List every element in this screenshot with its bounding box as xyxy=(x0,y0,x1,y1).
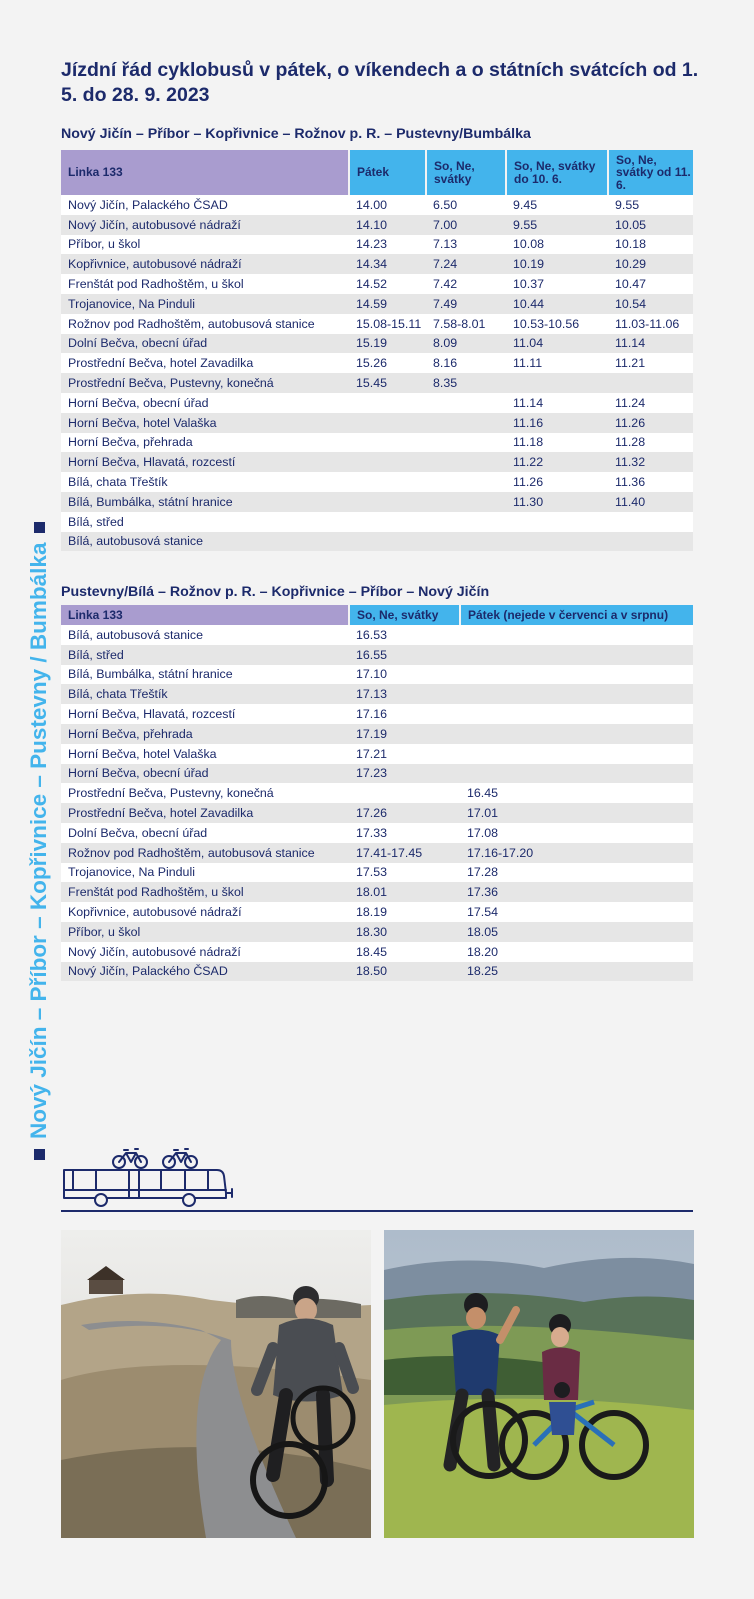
departure-time: 7.49 xyxy=(426,294,506,314)
departure-time xyxy=(426,472,506,492)
departure-time: 10.08 xyxy=(506,235,608,255)
departure-time xyxy=(349,492,426,512)
departure-time: 14.34 xyxy=(349,254,426,274)
departure-time xyxy=(426,413,506,433)
header-weekend: So, Ne, svátky xyxy=(349,605,460,625)
departure-time: 15.19 xyxy=(349,334,426,354)
departure-time xyxy=(349,783,460,803)
departure-time: 10.18 xyxy=(608,235,693,255)
departure-time: 17.23 xyxy=(349,764,460,784)
table-row xyxy=(61,665,693,685)
header-weekend-until: So, Ne, svátky do 10. 6. xyxy=(506,150,608,195)
departure-time xyxy=(460,704,693,724)
table-row xyxy=(61,803,693,823)
header-weekend-from: So, Ne, svátky od 11. 6. xyxy=(608,150,693,195)
stop-name: Rožnov pod Radhoštěm, autobusová stanice xyxy=(61,843,349,863)
departure-time: 16.45 xyxy=(460,783,693,803)
table-row xyxy=(61,704,693,724)
table-row xyxy=(61,512,693,532)
departure-time xyxy=(349,433,426,453)
departure-time: 18.01 xyxy=(349,882,460,902)
stop-name: Prostřední Bečva, hotel Zavadilka xyxy=(61,803,349,823)
stop-name: Bílá, chata Třeštík xyxy=(61,684,349,704)
side-route-label xyxy=(26,435,52,1160)
departure-time: 11.28 xyxy=(608,433,693,453)
departure-time xyxy=(349,472,426,492)
departure-time: 7.58-8.01 xyxy=(426,314,506,334)
stop-name: Horní Bečva, hotel Valaška xyxy=(61,744,349,764)
departure-time: 9.55 xyxy=(608,195,693,215)
departure-time: 11.30 xyxy=(506,492,608,512)
departure-time: 16.55 xyxy=(349,645,460,665)
table-row xyxy=(61,254,693,274)
table-row xyxy=(61,764,693,784)
stop-name: Horní Bečva, přehrada xyxy=(61,433,349,453)
departure-time: 17.54 xyxy=(460,902,693,922)
stop-name: Nový Jičín, autobusové nádraží xyxy=(61,942,349,962)
departure-time xyxy=(460,645,693,665)
departure-time xyxy=(460,665,693,685)
timetable-return xyxy=(61,605,693,981)
departure-time: 11.36 xyxy=(608,472,693,492)
departure-time: 15.26 xyxy=(349,353,426,373)
stop-name: Příbor, u škol xyxy=(61,922,349,942)
stop-name: Dolní Bečva, obecní úřad xyxy=(61,334,349,354)
departure-time: 10.19 xyxy=(506,254,608,274)
divider xyxy=(61,1210,693,1212)
photo-family-cyclists xyxy=(384,1230,694,1538)
departure-time: 11.14 xyxy=(608,334,693,354)
side-route-text: Nový Jičín – Příbor – Kopřivnice – Pustevny / Bumbálka xyxy=(26,542,51,1139)
departure-time: 17.01 xyxy=(460,803,693,823)
departure-time: 17.08 xyxy=(460,823,693,843)
stop-name: Horní Bečva, přehrada xyxy=(61,724,349,744)
departure-time: 17.26 xyxy=(349,803,460,823)
table-row xyxy=(61,334,693,354)
photo-cyclist-road xyxy=(61,1230,371,1538)
departure-time: 10.37 xyxy=(506,274,608,294)
table-row xyxy=(61,373,693,393)
table-header-row xyxy=(61,605,693,625)
stop-name: Horní Bečva, hotel Valaška xyxy=(61,413,349,433)
departure-time: 10.53-10.56 xyxy=(506,314,608,334)
table-row xyxy=(61,492,693,512)
table-row xyxy=(61,215,693,235)
departure-time: 11.40 xyxy=(608,492,693,512)
departure-time: 17.33 xyxy=(349,823,460,843)
departure-time xyxy=(426,492,506,512)
table-row xyxy=(61,274,693,294)
departure-time: 11.14 xyxy=(506,393,608,413)
table-row xyxy=(61,452,693,472)
departure-time: 16.53 xyxy=(349,625,460,645)
table-row xyxy=(61,645,693,665)
departure-time: 11.24 xyxy=(608,393,693,413)
departure-time: 11.03-11.06 xyxy=(608,314,693,334)
departure-time: 11.18 xyxy=(506,433,608,453)
stop-name: Prostřední Bečva, Pustevny, konečná xyxy=(61,783,349,803)
table-row xyxy=(61,393,693,413)
departure-time: 17.28 xyxy=(460,863,693,883)
stop-name: Příbor, u škol xyxy=(61,235,349,255)
departure-time: 18.50 xyxy=(349,962,460,982)
departure-time xyxy=(349,393,426,413)
table-row xyxy=(61,902,693,922)
departure-time: 18.25 xyxy=(460,962,693,982)
stop-name: Bílá, chata Třeštík xyxy=(61,472,349,492)
header-friday: Pátek xyxy=(349,150,426,195)
departure-time xyxy=(426,452,506,472)
table-header-row xyxy=(61,150,693,195)
departure-time xyxy=(426,532,506,552)
departure-time xyxy=(460,625,693,645)
bus-with-bikes-icon xyxy=(61,1145,241,1211)
table-row xyxy=(61,294,693,314)
stop-name: Horní Bečva, obecní úřad xyxy=(61,393,349,413)
square-bullet-icon xyxy=(34,1149,45,1160)
departure-time: 7.42 xyxy=(426,274,506,294)
stop-name: Kopřivnice, autobusové nádraží xyxy=(61,902,349,922)
departure-time: 17.36 xyxy=(460,882,693,902)
stop-name: Nový Jičín, autobusové nádraží xyxy=(61,215,349,235)
departure-time: 9.55 xyxy=(506,215,608,235)
departure-time xyxy=(349,512,426,532)
departure-time: 18.20 xyxy=(460,942,693,962)
departure-time: 11.11 xyxy=(506,353,608,373)
departure-time: 11.16 xyxy=(506,413,608,433)
stop-name: Bílá, Bumbálka, státní hranice xyxy=(61,492,349,512)
table-row xyxy=(61,532,693,552)
departure-time: 11.26 xyxy=(506,472,608,492)
departure-time: 8.35 xyxy=(426,373,506,393)
departure-time: 11.32 xyxy=(608,452,693,472)
departure-time: 10.29 xyxy=(608,254,693,274)
departure-time xyxy=(608,532,693,552)
stop-name: Horní Bečva, Hlavatá, rozcestí xyxy=(61,704,349,724)
departure-time: 15.45 xyxy=(349,373,426,393)
departure-time: 6.50 xyxy=(426,195,506,215)
timetable-outbound xyxy=(61,150,693,551)
page-title: Jízdní řád cyklobusů v pátek, o víkendech a o státních svátcích od 1. 5. do 28. 9. 2023 xyxy=(61,59,699,106)
header-line: Linka 133 xyxy=(61,150,349,195)
stop-name: Bílá, autobusová stanice xyxy=(61,625,349,645)
departure-time: 15.08-15.11 xyxy=(349,314,426,334)
table-row xyxy=(61,863,693,883)
departure-time: 8.09 xyxy=(426,334,506,354)
table-row xyxy=(61,625,693,645)
table-row xyxy=(61,882,693,902)
departure-time: 18.19 xyxy=(349,902,460,922)
departure-time xyxy=(506,373,608,393)
header-weekend: So, Ne, svátky xyxy=(426,150,506,195)
departure-time: 11.26 xyxy=(608,413,693,433)
departure-time xyxy=(349,452,426,472)
departure-time xyxy=(460,724,693,744)
table-row xyxy=(61,843,693,863)
departure-time: 18.45 xyxy=(349,942,460,962)
departure-time: 17.19 xyxy=(349,724,460,744)
table-row xyxy=(61,413,693,433)
departure-time xyxy=(506,512,608,532)
departure-time: 11.21 xyxy=(608,353,693,373)
departure-time: 11.22 xyxy=(506,452,608,472)
square-bullet-icon xyxy=(34,522,45,533)
departure-time xyxy=(460,684,693,704)
table-row xyxy=(61,823,693,843)
stop-name: Dolní Bečva, obecní úřad xyxy=(61,823,349,843)
departure-time xyxy=(460,764,693,784)
departure-time xyxy=(608,512,693,532)
stop-name: Bílá, Bumbálka, státní hranice xyxy=(61,665,349,685)
stop-name: Kopřivnice, autobusové nádraží xyxy=(61,254,349,274)
stop-name: Frenštát pod Radhoštěm, u škol xyxy=(61,882,349,902)
table-row xyxy=(61,783,693,803)
table-row xyxy=(61,942,693,962)
stop-name: Frenštát pod Radhoštěm, u škol xyxy=(61,274,349,294)
stop-name: Bílá, autobusová stanice xyxy=(61,532,349,552)
departure-time: 7.00 xyxy=(426,215,506,235)
departure-time: 7.24 xyxy=(426,254,506,274)
departure-time xyxy=(349,532,426,552)
table-row xyxy=(61,235,693,255)
stop-name: Bílá, střed xyxy=(61,645,349,665)
stop-name: Nový Jičín, Palackého ČSAD xyxy=(61,962,349,982)
stop-name: Horní Bečva, obecní úřad xyxy=(61,764,349,784)
departure-time: 10.47 xyxy=(608,274,693,294)
departure-time: 10.44 xyxy=(506,294,608,314)
table-row xyxy=(61,744,693,764)
table-row xyxy=(61,962,693,982)
stop-name: Trojanovice, Na Pinduli xyxy=(61,863,349,883)
departure-time: 17.16 xyxy=(349,704,460,724)
stop-name: Rožnov pod Radhoštěm, autobusová stanice xyxy=(61,314,349,334)
table-row xyxy=(61,922,693,942)
departure-time: 14.59 xyxy=(349,294,426,314)
table-row xyxy=(61,314,693,334)
departure-time xyxy=(349,413,426,433)
departure-time: 14.52 xyxy=(349,274,426,294)
departure-time xyxy=(426,433,506,453)
table-row xyxy=(61,353,693,373)
stop-name: Prostřední Bečva, hotel Zavadilka xyxy=(61,353,349,373)
departure-time: 17.13 xyxy=(349,684,460,704)
table-row xyxy=(61,724,693,744)
stop-name: Trojanovice, Na Pinduli xyxy=(61,294,349,314)
departure-time: 9.45 xyxy=(506,195,608,215)
route-title-outbound: Nový Jičín – Příbor – Kopřivnice – Rožnov p. R. – Pustevny/Bumbálka xyxy=(61,126,531,142)
stop-name: Bílá, střed xyxy=(61,512,349,532)
departure-time xyxy=(608,373,693,393)
departure-time: 10.54 xyxy=(608,294,693,314)
departure-time xyxy=(506,532,608,552)
header-line: Linka 133 xyxy=(61,605,349,625)
departure-time xyxy=(460,744,693,764)
departure-time: 17.41-17.45 xyxy=(349,843,460,863)
departure-time: 17.16-17.20 xyxy=(460,843,693,863)
departure-time: 11.04 xyxy=(506,334,608,354)
stop-name: Nový Jičín, Palackého ČSAD xyxy=(61,195,349,215)
departure-time: 14.23 xyxy=(349,235,426,255)
departure-time: 17.10 xyxy=(349,665,460,685)
route-title-return: Pustevny/Bílá – Rožnov p. R. – Kopřivnice – Příbor – Nový Jičín xyxy=(61,584,490,600)
departure-time: 14.00 xyxy=(349,195,426,215)
stop-name: Horní Bečva, Hlavatá, rozcestí xyxy=(61,452,349,472)
header-friday: Pátek (nejede v červenci a v srpnu) xyxy=(460,605,693,625)
departure-time: 8.16 xyxy=(426,353,506,373)
departure-time: 18.30 xyxy=(349,922,460,942)
departure-time xyxy=(426,512,506,532)
table-row xyxy=(61,433,693,453)
departure-time xyxy=(426,393,506,413)
departure-time: 18.05 xyxy=(460,922,693,942)
table-row xyxy=(61,684,693,704)
departure-time: 14.10 xyxy=(349,215,426,235)
stop-name: Prostřední Bečva, Pustevny, konečná xyxy=(61,373,349,393)
departure-time: 10.05 xyxy=(608,215,693,235)
departure-time: 7.13 xyxy=(426,235,506,255)
departure-time: 17.21 xyxy=(349,744,460,764)
departure-time: 17.53 xyxy=(349,863,460,883)
table-row xyxy=(61,472,693,492)
table-row xyxy=(61,195,693,215)
